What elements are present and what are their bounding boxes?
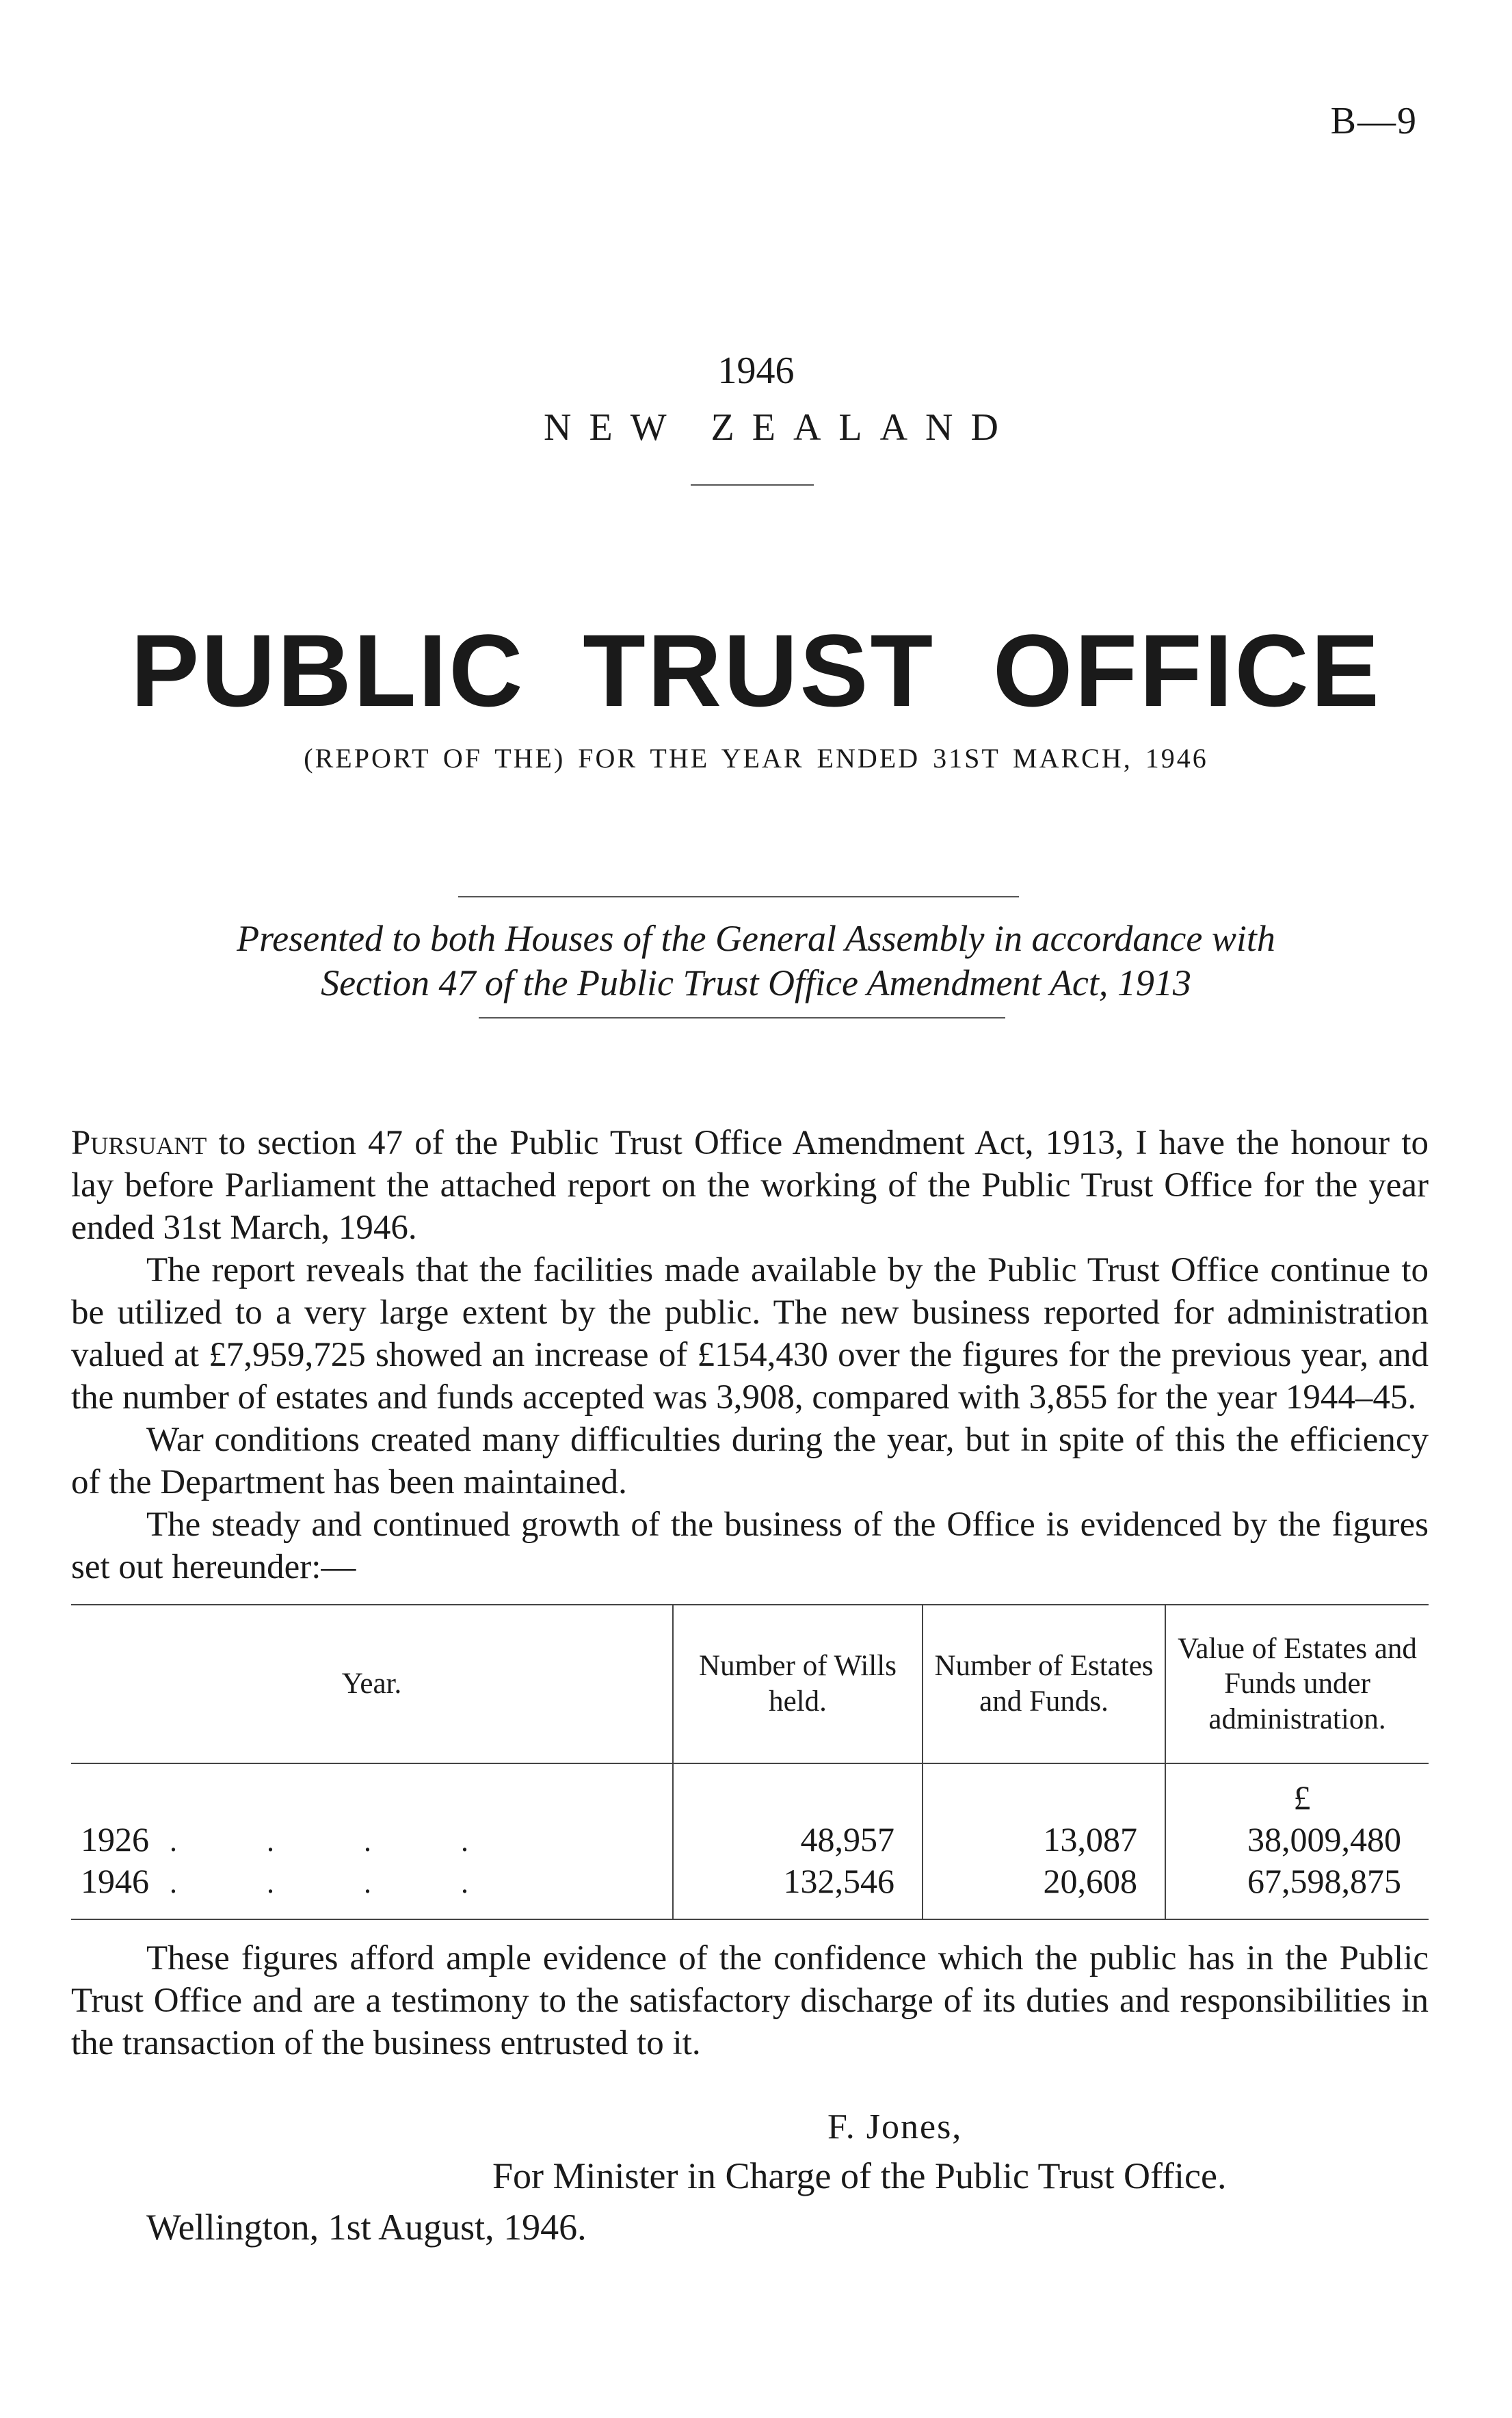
page-reference: B—9	[1330, 100, 1418, 142]
table-header-row	[71, 1605, 1429, 1763]
year-value: 1926	[81, 1820, 149, 1858]
paragraph: War conditions created many difficulties during the year, but in spite of this the efficiency of the Department has been maintained.	[71, 1421, 1429, 1501]
column-header-estates: Number of Estates and Funds.	[923, 1605, 1165, 1763]
country-heading: NEW ZEALAND	[544, 406, 1016, 449]
year-value: 1946	[81, 1862, 149, 1900]
column-header-year: Year.	[71, 1605, 673, 1763]
signatory-role: For Minister in Charge of the Public Trust Office.	[492, 2155, 1227, 2196]
table-row	[71, 1817, 1429, 1861]
divider	[691, 484, 814, 486]
unit-row	[71, 1763, 1429, 1817]
paragraph: The report reveals that the facilities made available by the Public Trust Office continue to be utilized to a very large extent by the public. The new business reported for administration valued at £7,959,725 showed an increase of £154,430 over the figures for the previous year, and the number of estates and funds accepted was 3,908, compared with 3,855 for the year 1944–45.	[71, 1251, 1429, 1417]
document-title: PUBLIC TRUST OFFICE	[131, 613, 1381, 728]
signatory-name: F. Jones,	[827, 2107, 963, 2146]
presentation-line: Presented to both Houses of the General Assembly in accordance with	[237, 918, 1275, 959]
statistics-table	[71, 1604, 1429, 1920]
wills-cell: 132,546	[673, 1861, 923, 1919]
report-body	[71, 1122, 1429, 1588]
presentation-line: Section 47 of the Public Trust Office Amendment Act, 1913	[321, 962, 1191, 1003]
currency-unit: £	[1165, 1763, 1429, 1817]
document-subtitle: (REPORT OF THE) FOR THE YEAR ENDED 31ST MARCH, 1946	[304, 743, 1208, 774]
paragraph	[71, 1122, 1429, 1249]
lead-word: Pursuant	[71, 1124, 207, 1162]
place-and-date: Wellington, 1st August, 1946.	[146, 2207, 587, 2248]
paragraph: These figures afford ample evidence of the confidence which the public has in the Public Trust Office and are a testimony to the satisfactory discharge of its duties and responsibilities in the transaction of the business entrusted to it.	[71, 1939, 1429, 2062]
paragraph: The steady and continued growth of the business of the Office is evidenced by the figures set out hereunder:—	[71, 1506, 1429, 1586]
dot-leader: . . . .	[170, 1824, 509, 1858]
presentation-note	[0, 917, 1512, 1006]
wills-cell: 48,957	[673, 1817, 923, 1861]
divider	[479, 1017, 1005, 1019]
year-cell	[71, 1817, 673, 1861]
estates-cell: 20,608	[923, 1861, 1165, 1919]
divider	[458, 896, 1019, 897]
paragraph-text: to section 47 of the Public Trust Office Amendment Act, 1913, I have the honour to lay before Parliament the attached report on the working of the Public Trust Office for the year ended 31st March, 1946.	[71, 1124, 1429, 1247]
value-cell: 67,598,875	[1165, 1861, 1429, 1919]
estates-cell: 13,087	[923, 1817, 1165, 1861]
closing-text	[71, 1937, 1429, 2064]
publication-year: 1946	[717, 350, 795, 392]
column-header-value: Value of Estates and Funds under administration.	[1165, 1605, 1429, 1763]
dot-leader: . . . .	[170, 1866, 509, 1900]
year-cell	[71, 1861, 673, 1919]
table-row	[71, 1861, 1429, 1919]
value-cell: 38,009,480	[1165, 1817, 1429, 1861]
column-header-wills: Number of Wills held.	[673, 1605, 923, 1763]
